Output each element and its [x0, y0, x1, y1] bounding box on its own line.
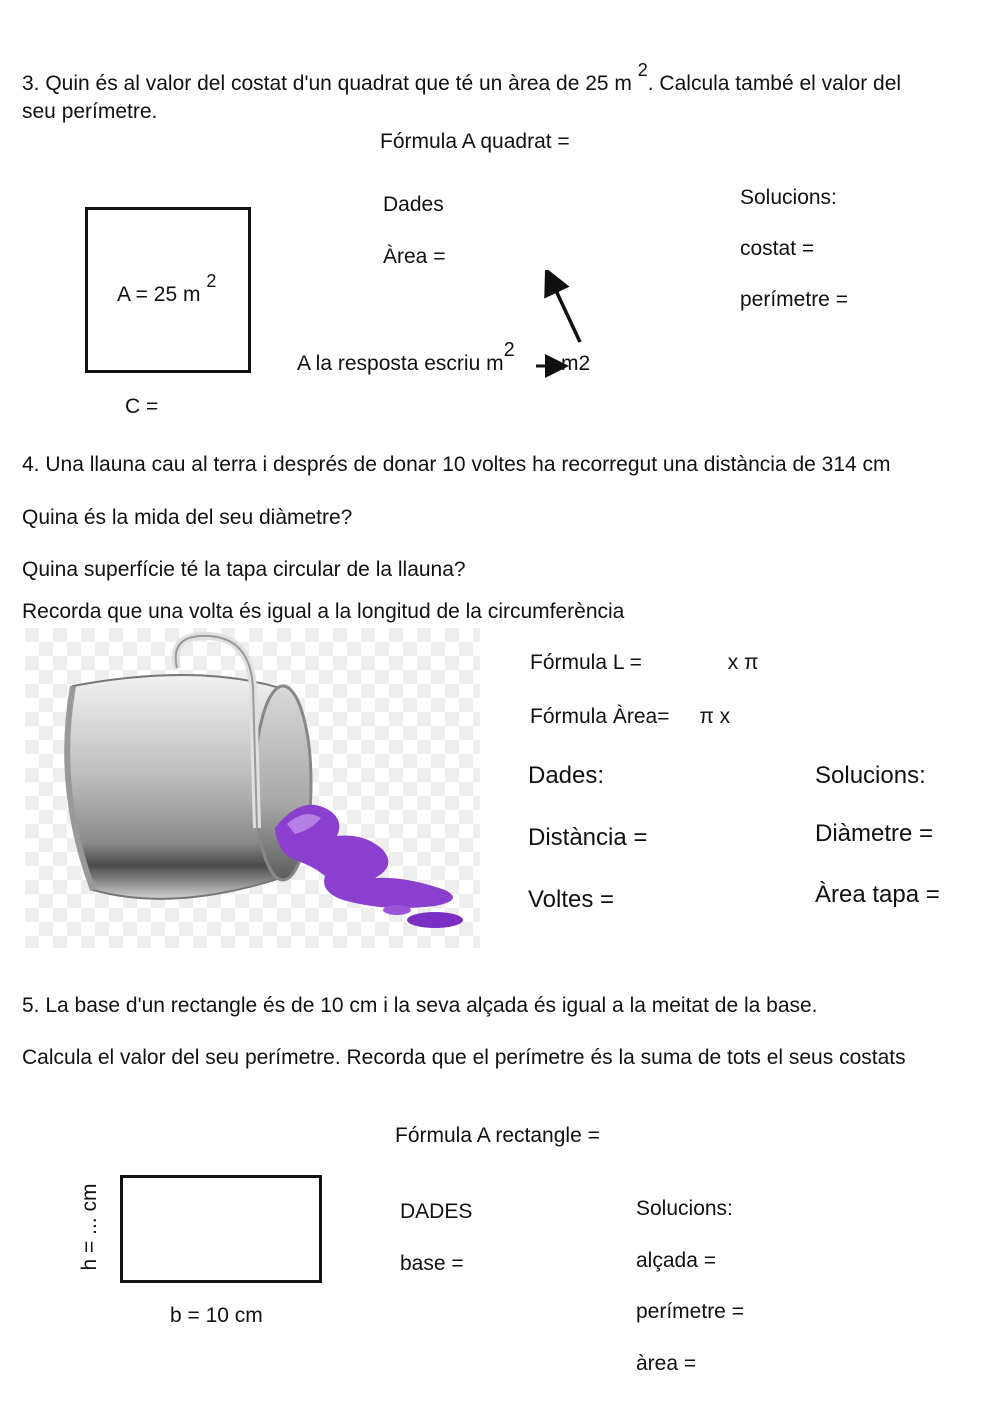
q5-solucions-heading: Solucions: — [636, 1197, 733, 1220]
q4-formula-area: Fórmula Àrea= π x — [530, 705, 731, 728]
q4-dades-heading: Dades: — [528, 762, 605, 789]
q4-solucions-heading: Solucions: — [815, 762, 926, 789]
q3-area-label: Àrea = — [383, 245, 446, 268]
q4-statement: 4. Una llauna cau al terra i després de donar 10 voltes ha recorregut una distància de 314 cm — [22, 453, 891, 476]
spilled-can-image — [25, 628, 480, 948]
q4-formula-l: Fórmula L = x π — [530, 651, 759, 674]
q3-solucions-heading: Solucions: — [740, 186, 837, 209]
q4-diametre-label: Diàmetre = — [815, 820, 934, 847]
q5-perimetre-label: perímetre = — [636, 1300, 744, 1323]
q5-formula-label: Fórmula A rectangle = — [395, 1124, 600, 1147]
q3-perimetre-label: perímetre = — [740, 288, 848, 311]
q5-b-label: b = 10 cm — [170, 1304, 263, 1327]
q4-reminder: Recorda que una volta és igual a la longitud de la circumferència — [22, 600, 625, 623]
q4-area-tapa-label: Àrea tapa = — [815, 881, 940, 908]
q3-hint-m2: m2 — [561, 352, 591, 375]
q5-instruction: Calcula el valor del seu perímetre. Recorda que el perímetre és la suma de tots el seus costats — [22, 1046, 906, 1069]
q4-question-surface: Quina superfície té la tapa circular de la llauna? — [22, 558, 466, 581]
q3-statement-line2: seu perímetre. — [22, 100, 158, 123]
q5-base-label: base = — [400, 1252, 464, 1275]
q5-area-label: àrea = — [636, 1352, 697, 1375]
q3-c-label: C = — [125, 395, 159, 418]
q3-dades-heading: Dades — [383, 193, 444, 216]
q4-question-diameter: Quina és la mida del seu diàmetre? — [22, 506, 353, 529]
q5-h-label: h = ... cm — [78, 1183, 101, 1271]
q5-statement: 5. La base d'un rectangle és de 10 cm i la seva alçada és igual a la meitat de la base. — [22, 994, 818, 1017]
arrow-up-icon — [551, 280, 580, 342]
q5-rectangle — [120, 1175, 322, 1283]
q5-alcada-label: alçada = — [636, 1249, 716, 1272]
q3-square-label: A = 25 m 2 — [117, 271, 217, 306]
hint-arrows — [530, 270, 600, 380]
q4-distancia-label: Distància = — [528, 824, 648, 851]
q3-statement-line1: 3. Quin és al valor del costat d'un quadrat que té un àrea de 25 m 2. Calcula també el valor del — [22, 60, 902, 95]
q3-costat-label: costat = — [740, 237, 815, 260]
q3-formula-label: Fórmula A quadrat = — [380, 130, 570, 153]
q4-voltes-label: Voltes = — [528, 886, 615, 913]
q3-hint: A la resposta escriu m2 — [297, 339, 515, 375]
q5-dades-heading: DADES — [400, 1200, 473, 1223]
